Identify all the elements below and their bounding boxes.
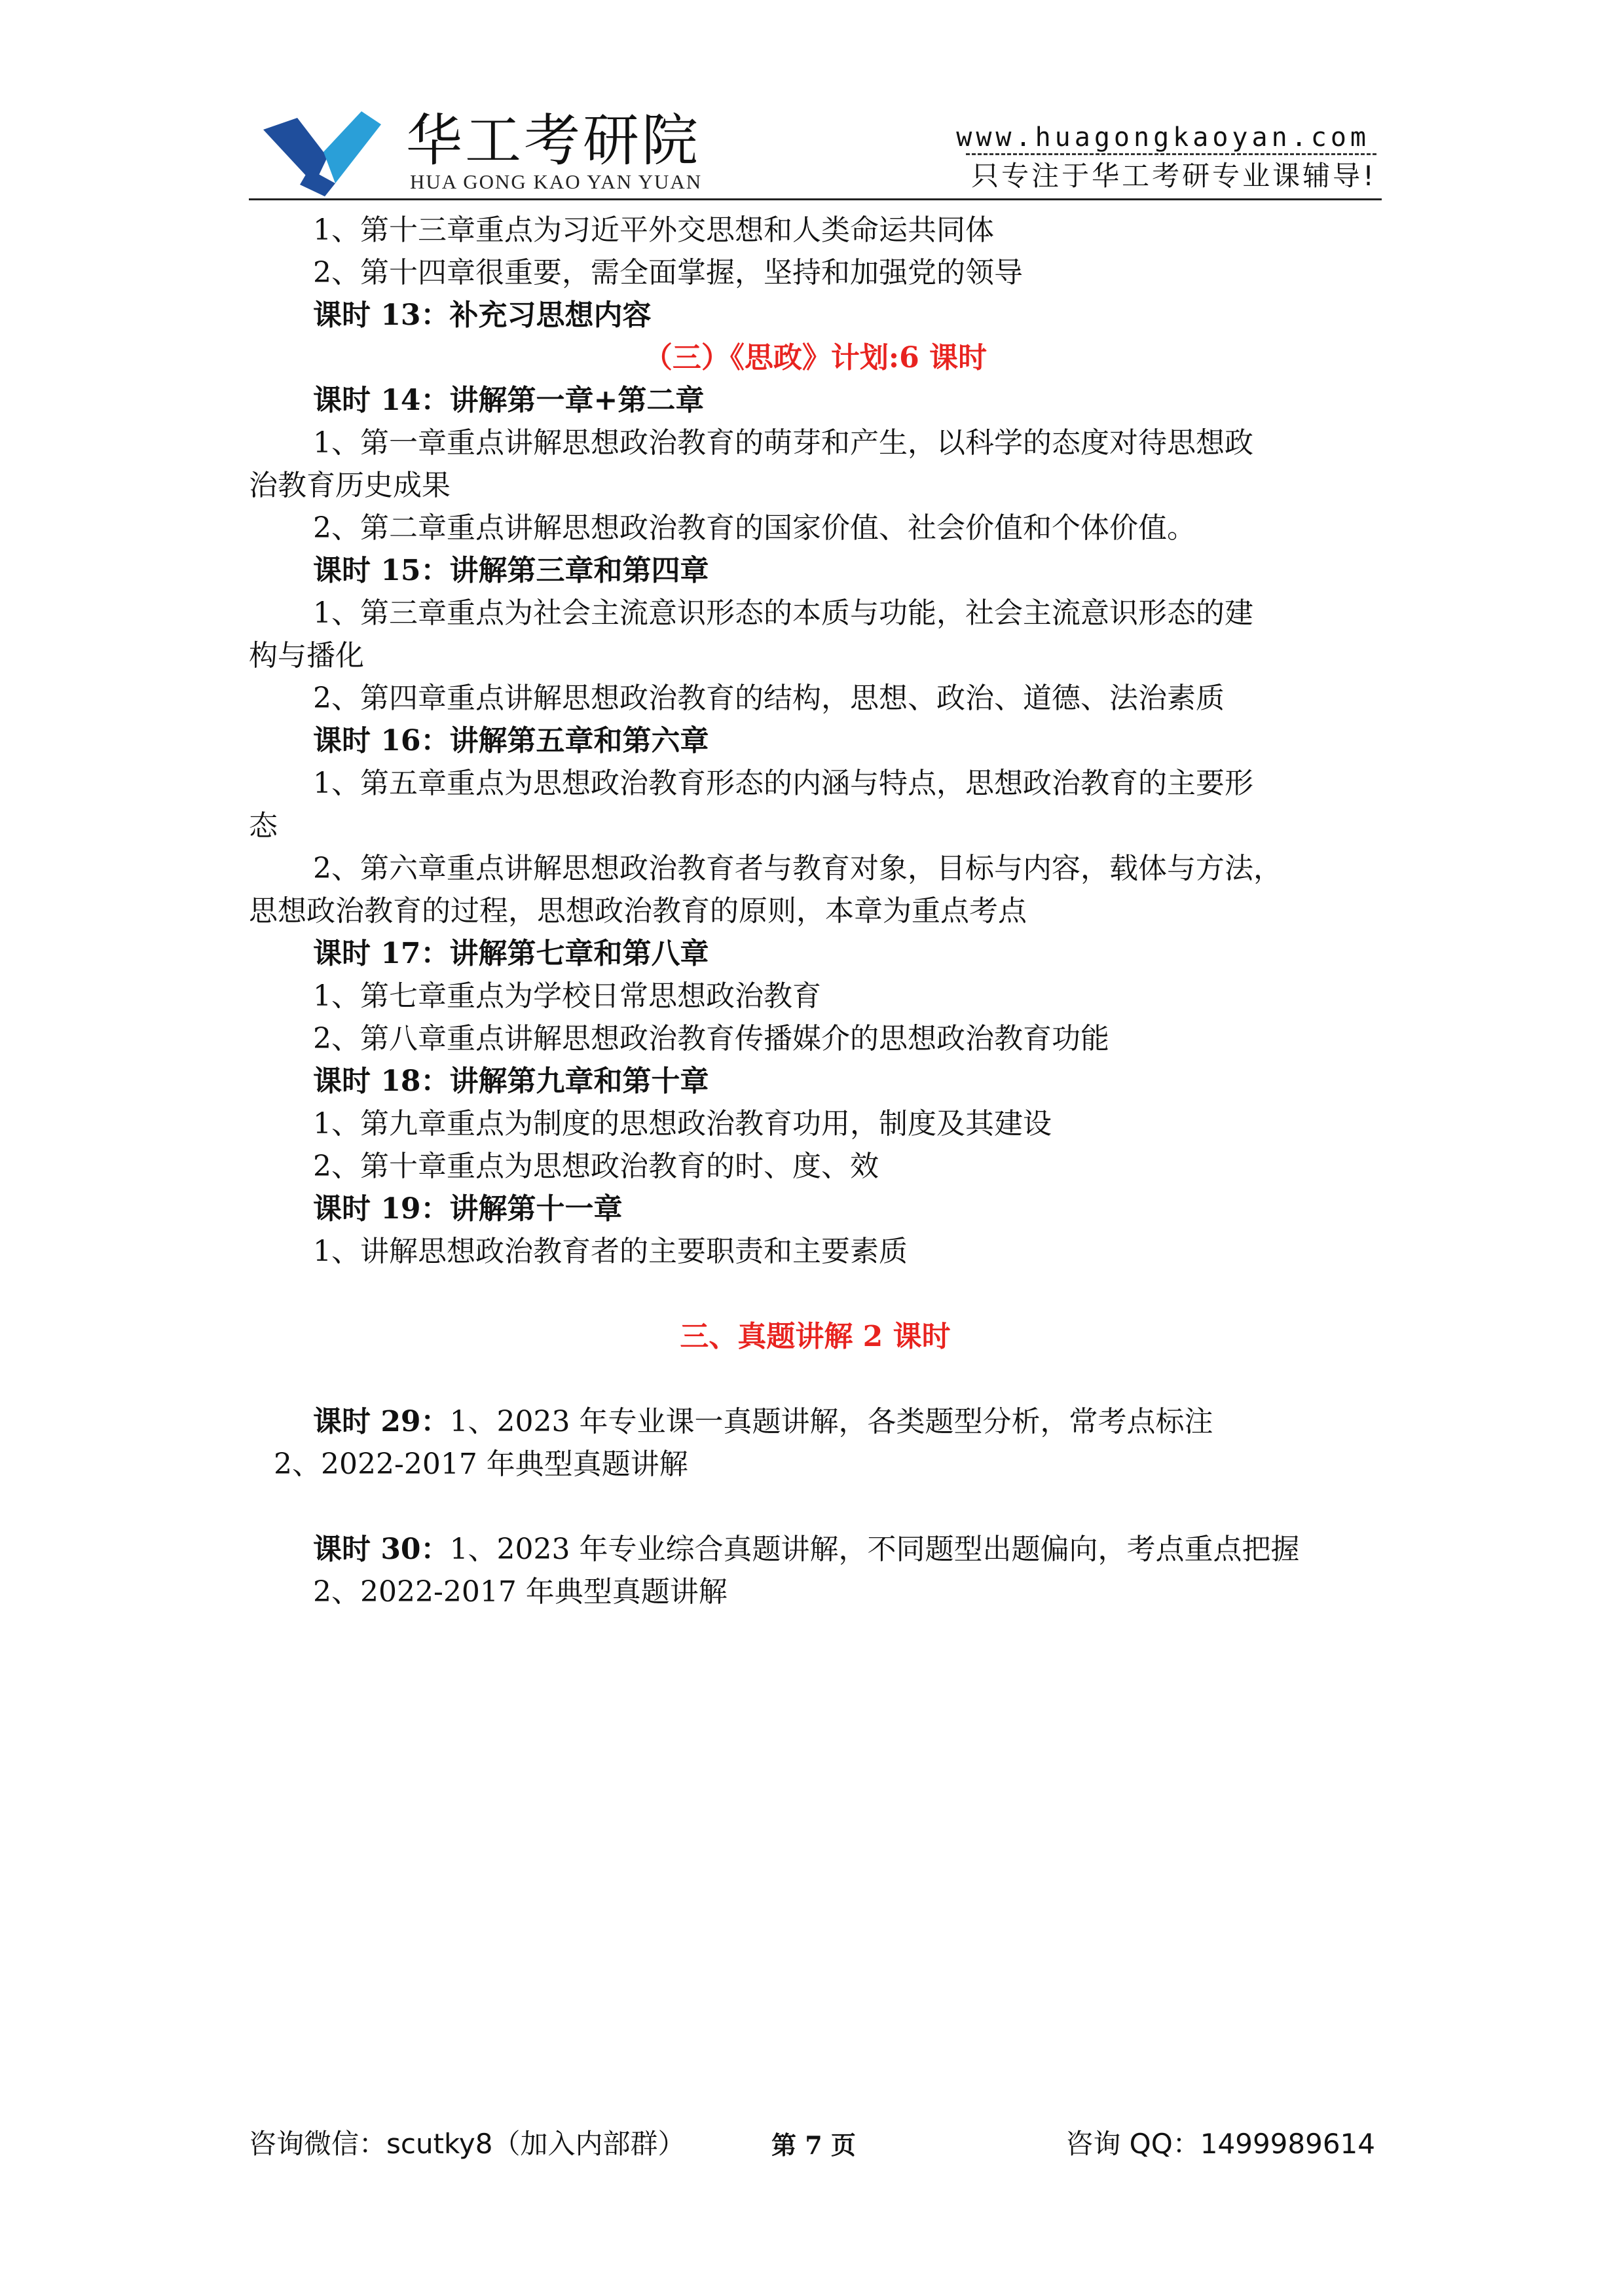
lesson-label: 课时 29：: [313, 1405, 450, 1438]
section-heading: （三）《思政》计划:6 课时: [643, 341, 987, 374]
page-header: [249, 98, 1382, 200]
site-url: www.huagongkaoyan.com: [956, 122, 1370, 153]
footer-wechat: 咨询微信：scutky8（加入内部群）: [249, 2128, 686, 2160]
text-line: 1、第十三章重点为习近平外交思想和人类命运共同体: [313, 213, 994, 247]
text-line: 构与播化: [249, 639, 364, 672]
text-line: 2、第四章重点讲解思想政治教育的结构，思想、政治、道德、法治素质: [313, 682, 1225, 715]
header-slogan: 只专注于华工考研专业课辅导!: [971, 160, 1376, 192]
text-line: 2、第二章重点讲解思想政治教育的国家价值、社会价值和个体价值。: [313, 511, 1196, 545]
lesson-heading: 课时 19：讲解第十一章: [313, 1192, 623, 1226]
text-line: 1、第五章重点为思想政治教育形态的内涵与特点，思想政治教育的主要形: [313, 767, 1253, 800]
lesson-heading: 课时 15：讲解第三章和第四章: [313, 554, 709, 587]
text-line: 2、2022-2017 年典型真题讲解: [274, 1448, 688, 1481]
lesson-heading: 课时 13：补充习思想内容: [313, 299, 652, 332]
text-line: [313, 1535, 1300, 1564]
text-line: [313, 1405, 1213, 1438]
text-line: 思想政治教育的过程，思想政治教育的原则，本章为重点考点: [249, 894, 1027, 928]
lesson-heading: 课时 17：讲解第七章和第八章: [313, 937, 709, 970]
lesson-heading: 课时 16：讲解第五章和第六章: [313, 724, 709, 757]
text-line: 1、第一章重点讲解思想政治教育的萌芽和产生，以科学的态度对待思想政: [313, 426, 1253, 460]
v-checkmark-logo-icon: [263, 111, 381, 196]
lesson-heading: 课时 18：讲解第九章和第十章: [313, 1065, 709, 1098]
lesson-text: 1、2023 年专业课一真题讲解，各类题型分析，常考点标注: [449, 1405, 1213, 1438]
footer-page-number: 第 7 页: [771, 2130, 856, 2160]
text-line: 1、第九章重点为制度的思想政治教育功用，制度及其建设: [313, 1107, 1052, 1140]
text-line: 1、第三章重点为社会主流意识形态的本质与功能，社会主流意识形态的建: [313, 596, 1253, 630]
header-dashed-divider: [966, 153, 1376, 155]
footer-qq: 咨询 QQ：1499989614: [1065, 2128, 1375, 2160]
header-rule: [249, 198, 1382, 200]
text-line: 1、讲解思想政治教育者的主要职责和主要素质: [313, 1235, 908, 1268]
text-line: 2、2022-2017 年典型真题讲解: [313, 1575, 728, 1609]
lesson-label: 课时 30：: [313, 1533, 450, 1566]
text-line: 治教育历史成果: [249, 469, 451, 502]
brand-name-cn: 华工考研院: [406, 108, 701, 173]
brand-name-en: HUA GONG KAO YAN YUAN: [410, 170, 703, 193]
lesson-heading: 课时 14：讲解第一章+第二章: [313, 384, 705, 417]
text-line: 2、第六章重点讲解思想政治教育者与教育对象，目标与内容，载体与方法，: [313, 852, 1282, 885]
text-line: 态: [249, 809, 278, 843]
section-heading: 三、真题讲解 2 课时: [680, 1320, 951, 1353]
text-line: 2、第八章重点讲解思想政治教育传播媒介的思想政治教育功能: [313, 1022, 1109, 1055]
text-line: 1、第七章重点为学校日常思想政治教育: [313, 979, 821, 1013]
text-line: 2、第十章重点为思想政治教育的时、度、效: [313, 1150, 879, 1183]
lesson-text: 1、2023 年专业综合真题讲解，不同题型出题偏向，考点重点把握: [449, 1533, 1300, 1566]
text-line: 2、第十四章很重要，需全面掌握，坚持和加强党的领导: [313, 256, 1023, 289]
